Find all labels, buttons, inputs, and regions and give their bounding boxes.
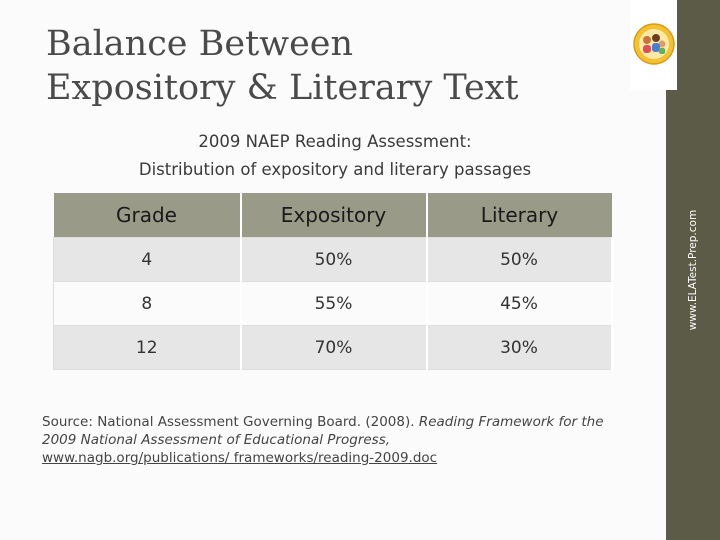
- header-grade: Grade: [54, 193, 241, 238]
- cell-grade: 4: [54, 238, 241, 282]
- cell-grade: 12: [54, 326, 241, 370]
- logo-icon: [630, 0, 677, 90]
- caption-line-1: 2009 NAEP Reading Assessment:: [198, 132, 472, 151]
- title-line-1: Balance Between: [46, 24, 354, 64]
- table-row: [54, 282, 612, 326]
- table-row: [54, 326, 612, 370]
- source-link[interactable]: www.nagb.org/publications/ frameworks/reading-2009.doc: [42, 450, 438, 466]
- caption-line-2: Distribution of expository and literary passages: [138, 160, 532, 179]
- header-expository: Expository: [241, 193, 427, 238]
- table-header-row: [54, 193, 612, 238]
- cell-expository: 70%: [241, 326, 427, 370]
- cell-literary: 45%: [427, 282, 612, 326]
- cell-grade: 8: [54, 282, 241, 326]
- source-title: Reading Framework for the 2009 National Assessment of Educational Progress,: [42, 414, 604, 448]
- table-caption: [95, 128, 575, 184]
- title-line-2: Expository & Literary Text: [46, 68, 519, 108]
- cell-expository: 55%: [241, 282, 427, 326]
- table-row: [54, 238, 612, 282]
- side-url-label: www.ELATest.Prep.com: [687, 209, 699, 331]
- cell-literary: 30%: [427, 326, 612, 370]
- cell-expository: 50%: [241, 238, 427, 282]
- slide-title: [46, 22, 626, 110]
- source-lead: Source: National Assessment Governing Board. (2008).: [42, 414, 419, 430]
- distribution-table: [53, 193, 613, 370]
- source-citation: [42, 413, 632, 467]
- header-literary: Literary: [427, 193, 612, 238]
- cell-literary: 50%: [427, 238, 612, 282]
